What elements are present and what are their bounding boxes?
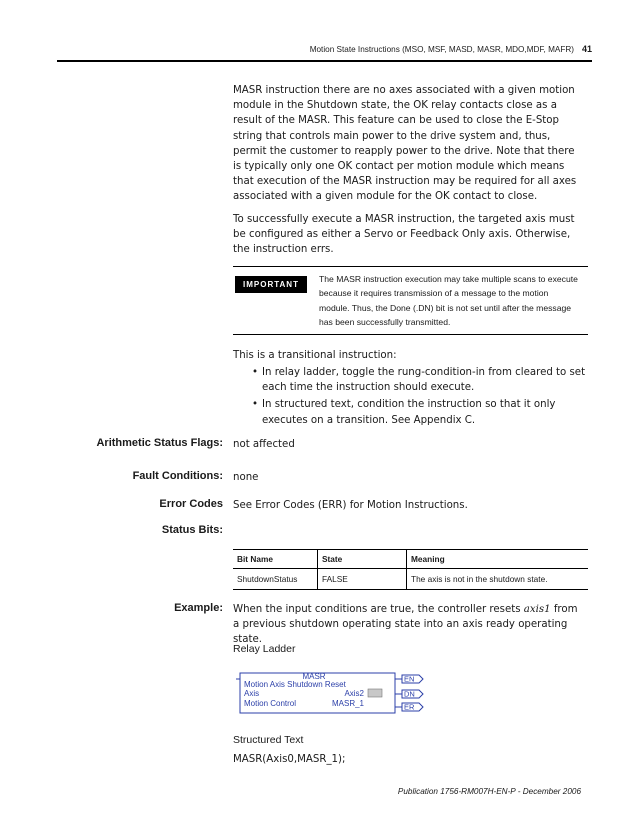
example-label: Example: xyxy=(174,602,223,614)
status-bits-table xyxy=(233,549,588,590)
important-bottom-rule xyxy=(233,334,588,335)
important-badge: IMPORTANT xyxy=(235,276,307,293)
arith-status-label: Arithmetic Status Flags: xyxy=(96,437,223,449)
bullet-item xyxy=(252,365,587,395)
example-axis-word: axis1 xyxy=(523,604,551,615)
important-top-rule xyxy=(233,266,588,267)
table-header-cell: State xyxy=(318,550,407,569)
table-cell: ShutdownStatus xyxy=(233,569,318,590)
bullet-icon: • xyxy=(252,367,259,378)
publication-footer: Publication 1756-RM007H-EN-P - December 2006 xyxy=(397,787,581,796)
ladder-en-label: EN xyxy=(404,674,415,684)
bullet-item xyxy=(252,397,587,427)
table-row xyxy=(233,569,588,590)
ladder-axis-label: Axis xyxy=(244,689,260,698)
body-paragraph-2: To successfully execute a MASR instruction, the targeted axis must be configured as either a Servo or Feedback Only axis. Otherwise, the instruction errs. xyxy=(233,214,575,256)
ladder-axis-value: Axis2 xyxy=(344,689,364,698)
structured-text-code: MASR(Axis0,MASR_1); xyxy=(233,754,346,765)
arith-status-value: not affected xyxy=(233,439,295,450)
masr-ladder-diagram xyxy=(236,669,446,715)
example-text-start: When the input conditions are true, the controller resets xyxy=(233,604,524,615)
error-codes-label: Error Codes xyxy=(159,498,223,510)
header-rule xyxy=(57,60,592,62)
relay-ladder-heading: Relay Ladder xyxy=(233,643,296,655)
table-cell: FALSE xyxy=(318,569,407,590)
table-header-cell: Bit Name xyxy=(233,550,318,569)
structured-text-heading: Structured Text xyxy=(233,734,304,746)
fault-conditions-value: none xyxy=(233,472,259,483)
transitional-intro: This is a transitional instruction: xyxy=(233,350,397,361)
table-header-row xyxy=(233,550,588,569)
page-number: 41 xyxy=(581,44,592,54)
table-header-cell: Meaning xyxy=(407,550,589,569)
error-codes-value: See Error Codes (ERR) for Motion Instructions. xyxy=(233,500,468,511)
bullet-text: In relay ladder, toggle the rung-condition-in from cleared to set each time the instruction should execute. xyxy=(262,367,586,394)
status-bits-label: Status Bits: xyxy=(161,524,223,536)
body-paragraph-1: MASR instruction there are no axes associated with a given motion module in the Shutdown state, the OK relay contacts close as a result of the MASR. This feature can be used to close the E-Stop string that controls main power to the drive system and, thus, permit the customer to reapply power to the drive. Note that there is typically only one OK contact per motion module which means that execution of the MASR instruction may be required for all axes associated with a given module for the OK contact to close. xyxy=(233,85,577,203)
ladder-motion-control-label: Motion Control xyxy=(244,699,297,708)
important-note: The MASR instruction execution may take multiple scans to execute because it requires transmission of a message to the motion module. Thus, the Done (.DN) bit is not set until after the message has been successfully transmitted. xyxy=(319,274,578,327)
running-header: Motion State Instructions (MSO, MSF, MASD, MASR, MDO,MDF, MAFR) xyxy=(309,45,574,54)
bullet-icon: • xyxy=(252,399,259,411)
example-text-end: from a previous shutdown operating state into an axis ready operating state. xyxy=(233,604,578,646)
ladder-instruction-title: Motion Axis Shutdown Reset xyxy=(244,680,346,689)
bullet-text: In structured text, condition the instruction so that it only executes on a transition. See Appendix C. xyxy=(262,399,556,426)
ladder-er-label: ER xyxy=(404,702,415,712)
fault-conditions-label: Fault Conditions: xyxy=(132,470,223,482)
ladder-motion-control-value: MASR_1 xyxy=(331,699,364,708)
transitional-bullets xyxy=(252,365,587,430)
ladder-dn-label: DN xyxy=(404,689,415,699)
example-text xyxy=(233,602,585,648)
ladder-instruction-name: MASR xyxy=(302,672,326,681)
axis-browse-button[interactable] xyxy=(368,689,382,697)
table-cell: The axis is not in the shutdown state. xyxy=(407,569,589,590)
